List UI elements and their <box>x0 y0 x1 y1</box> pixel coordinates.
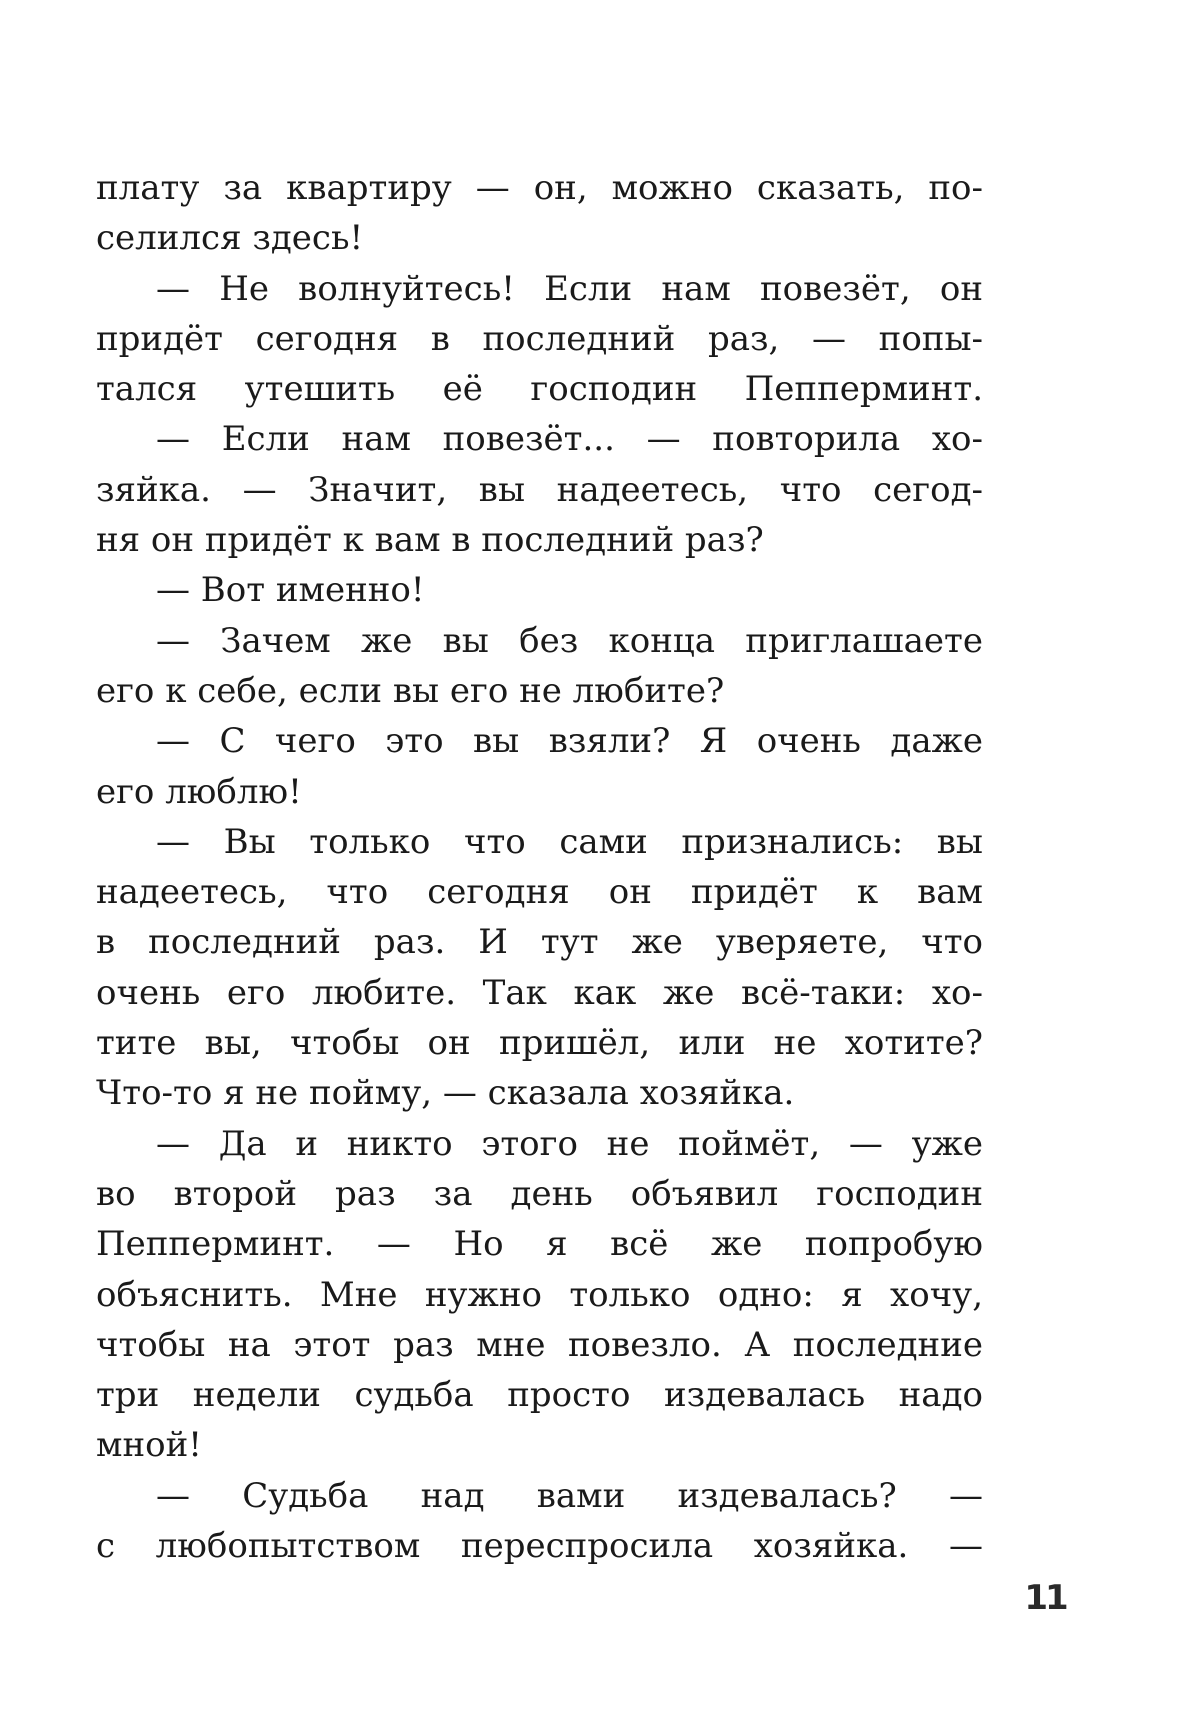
text-line: во второй раз за день объявил господин <box>96 1173 983 1214</box>
text-line: селился здесь! <box>96 218 364 259</box>
text-line: очень его любите. Так как же всё-таки: хо- <box>96 972 983 1013</box>
text-line: — Вот именно! <box>156 570 425 611</box>
text-line: — Зачем же вы без конца приглашаете <box>156 620 983 661</box>
body-text <box>96 163 983 1571</box>
text-line: — Не волнуйтесь! Если нам повезёт, он <box>156 268 983 309</box>
text-line: с любопытством переспросила хозяйка. — <box>96 1526 983 1567</box>
text-line: его к себе, если вы его не любите? <box>96 670 725 711</box>
text-line: его люблю! <box>96 771 302 812</box>
text-line: плату за квартиру — он, можно сказать, по- <box>96 168 983 208</box>
text-line: в последний раз. И тут же уверяете, что <box>96 922 983 963</box>
text-line: — Судьба над вами издевалась? — <box>156 1475 983 1516</box>
text-line: ня он придёт к вам в последний раз? <box>96 520 764 561</box>
text-line: тите вы, чтобы он пришёл, или не хотите? <box>96 1023 983 1064</box>
text-line: объяснить. Мне нужно только одно: я хочу, <box>96 1274 983 1315</box>
text-line: — С чего это вы взяли? Я очень даже <box>156 721 983 762</box>
text-line: мной! <box>96 1425 202 1466</box>
text-line: тался утешить её господин Пепперминт. <box>96 369 983 410</box>
text-line: — Да и никто этого не поймёт, — уже <box>156 1123 983 1164</box>
text-line: — Вы только что сами признались: вы <box>156 821 983 862</box>
text-line: чтобы на этот раз мне повезло. А последние <box>96 1324 983 1365</box>
text-line: зяйка. — Значит, вы надеетесь, что сегод- <box>96 469 983 510</box>
text-line: Пепперминт. — Но я всё же попробую <box>96 1224 983 1265</box>
text-line: — Если нам повезёт... — повторила хо- <box>156 419 983 460</box>
text-line: три недели судьба просто издевалась надо <box>96 1375 983 1416</box>
text-line: Что-то я не пойму, — сказала хозяйка. <box>96 1073 795 1114</box>
text-line: надеетесь, что сегодня он придёт к вам <box>96 872 983 913</box>
text-line: придёт сегодня в последний раз, — попы- <box>96 318 983 359</box>
page-number: 11 <box>1024 1578 1066 1618</box>
